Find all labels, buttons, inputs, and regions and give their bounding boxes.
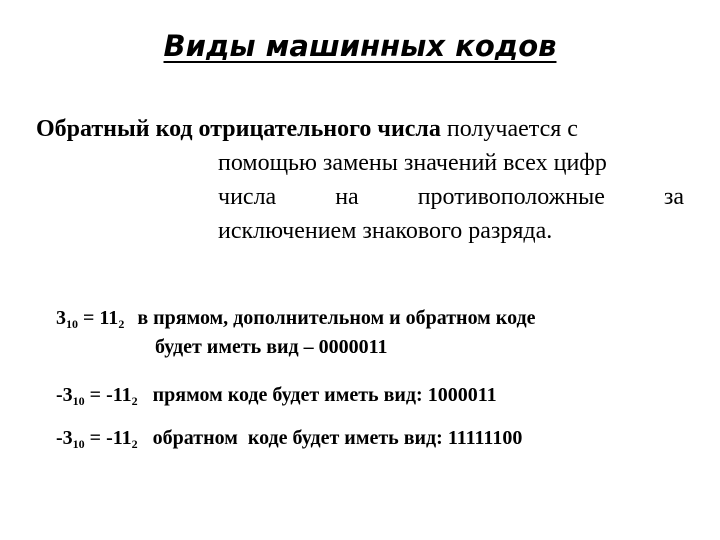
example-rhs-number: -11 [106,384,132,406]
example-rhs-number: 11 [99,307,119,329]
example-lhs-number: -3 [56,384,73,406]
example-lhs-number: -3 [56,427,73,449]
example-2 [56,381,497,409]
example-equals: = [89,384,102,406]
example-text: в прямом, дополнительном и обратном коде [137,307,536,329]
example-lhs-number: 3 [56,307,66,329]
definition-line-1 [36,112,684,146]
example-3 [56,424,522,452]
example-text: обратном коде будет иметь вид: 11111100 [152,427,523,449]
definition-line-2: помощью замены значений всех цифр [218,150,607,176]
definition-paragraph [36,112,684,248]
example-text: прямом коде будет иметь вид: 1000011 [152,384,497,406]
example-equals: = [89,427,102,449]
definition-word: на [335,184,359,210]
example-rhs-base: 2 [118,317,125,331]
definition-word: противоположные [417,184,605,210]
definition-line-4: исключением знакового разряда. [218,218,553,244]
definition-line-1-rest: получается с [446,116,578,142]
example-rhs-number: -11 [106,427,132,449]
example-equals: = [83,307,95,329]
definition-word: числа [218,184,277,210]
slide-title-text: Виды машинных кодов [163,29,557,63]
example-lhs-base: 10 [72,394,85,408]
definition-term: Обратный код отрицательного числа [36,116,441,142]
example-1 [56,304,536,332]
definition-line-3 [36,180,684,214]
example-rhs-base: 2 [131,394,138,408]
example-lhs-base: 10 [66,317,78,331]
definition-word: за [663,184,684,210]
example-rhs-base: 2 [131,437,138,451]
example-lhs-base: 10 [72,437,85,451]
example-1-continuation: будет иметь вид – 0000011 [155,336,388,358]
slide-title [0,26,720,66]
